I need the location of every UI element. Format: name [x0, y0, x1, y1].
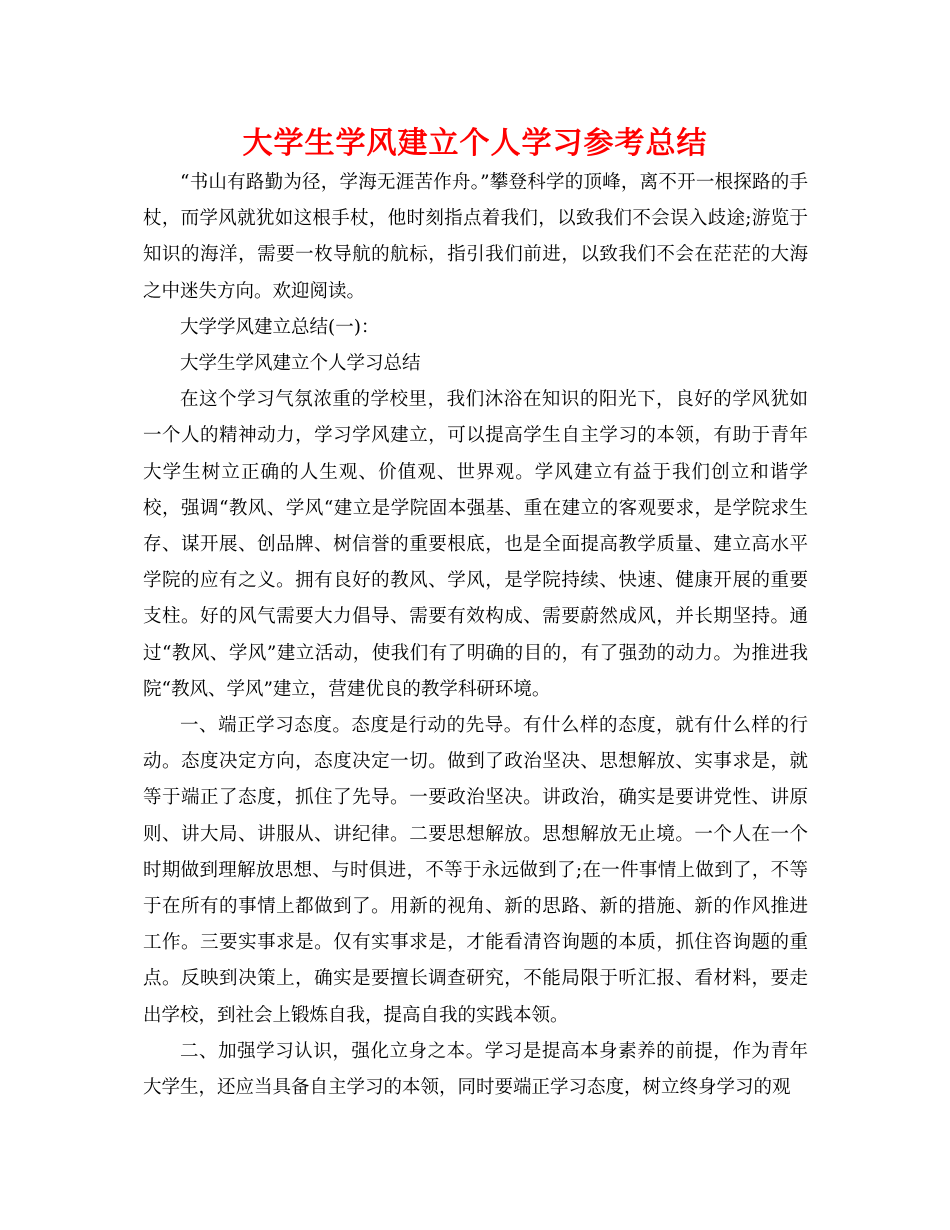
document-title: 大学生学风建立个人学习参考总结	[242, 126, 708, 161]
paragraph-body: 在这个学习气氛浓重的学校里，我们沐浴在知识的阳光下，良好的学风犹如一个人的精神动力，学习学风建立，可以提高学生自主学习的本领，有助于青年大学生树立正确的人生观、价值观、世界观。学风建立有益于我们创立和谐学校，强调“教风、学风“建立是学院固本强基、重在建立的客观要求，是学院求生存、谋开展、创品牌、树信誉的重要根底，也是全面提高教学质量、建立高水平学院的应有之义。拥有良好的教风、学风，是学院持续、快速、健康开展的重要支柱。好的风气需要大力倡导、需要有效构成、需要蔚然成风，并长期坚持。通过“教风、学风”建立活动，使我们有了明确的目的，有了强劲的动力。为推进我院“教风、学风”建立，营建优良的教学科研环境。	[143, 389, 808, 700]
paragraph-point-two: 二、加强学习认识，强化立身之本。学习是提高本身素养的前提，作为青年大学生，还应当具备自主学习的本领，同时要端正学习态度，树立终身学习的观	[143, 1040, 808, 1099]
document-body	[143, 165, 808, 1106]
paragraph-intro: “书山有路勤为径，学海无涯苦作舟。”攀登科学的顶峰，离不开一根探路的手杖，而学风就犹如这根手杖，他时刻指点着我们，以致我们不会误入歧途;游览于知识的海洋，需要一枚导航的航标，指引我们前进，以致我们不会在茫茫的大海之中迷失方向。欢迎阅读。	[143, 172, 808, 302]
paragraph-section-heading: 大学学风建立总结(一)：	[180, 316, 380, 338]
paragraph-subtitle: 大学生学风建立个人学习总结	[180, 353, 421, 375]
paragraph-point-one: 一、端正学习态度。态度是行动的先导。有什么样的态度，就有什么样的行动。态度决定方向，态度决定一切。做到了政治坚决、思想解放、实事求是，就等于端正了态度，抓住了先导。一要政治坚决。讲政治，确实是要讲党性、讲原则、讲大局、讲服从、讲纪律。二要思想解放。思想解放无止境。一个人在一个时期做到理解放思想、与时俱进，不等于永远做到了;在一件事情上做到了，不等于在所有的事情上都做到了。用新的视角、新的思路、新的措施、新的作风推进工作。三要实事求是。仅有实事求是，才能看清咨询题的本质，抓住咨询题的重点。反映到决策上，确实是要擅长调查研究，不能局限于听汇报、看材料，要走出学校，到社会上锻炼自我，提高自我的实践本领。	[143, 715, 808, 1026]
